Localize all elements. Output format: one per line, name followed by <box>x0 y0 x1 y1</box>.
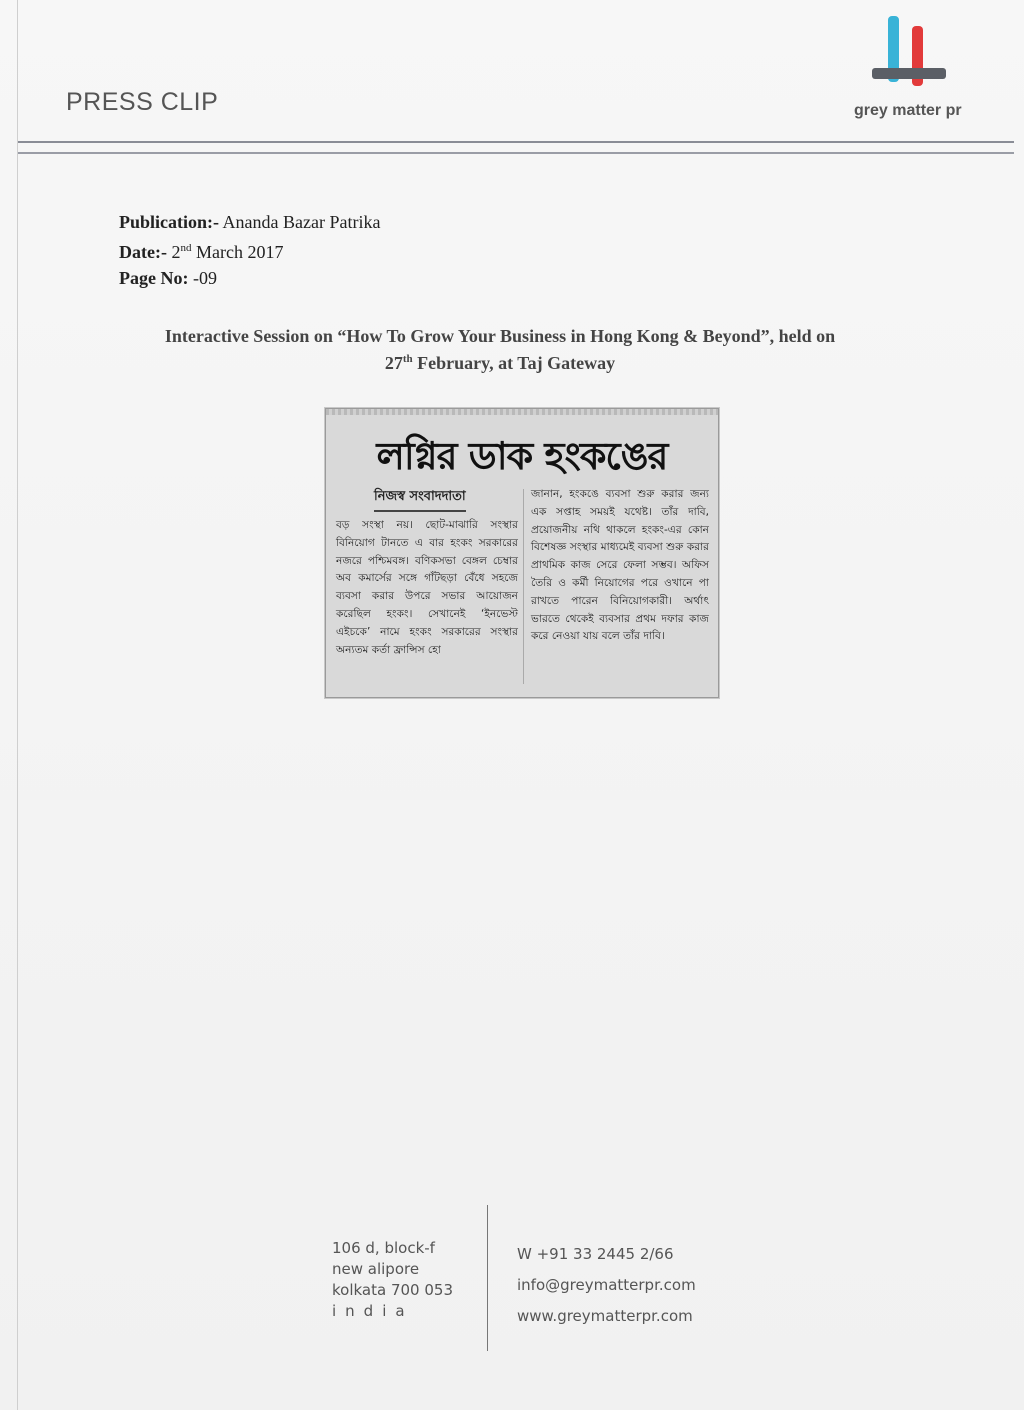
column-divider <box>523 489 524 684</box>
footer-website[interactable]: www.greymatterpr.com <box>517 1307 693 1325</box>
page-number-value: -09 <box>192 268 217 288</box>
event-rest: February, at Taj Gateway <box>417 353 616 373</box>
date-rest: March 2017 <box>195 242 284 262</box>
footer-contact <box>517 1239 696 1332</box>
date-suffix: nd <box>180 242 192 254</box>
header-rule-top <box>18 141 1014 143</box>
newspaper-clipping <box>325 408 719 698</box>
publication-value: Ananda Bazar Patrika <box>222 212 381 232</box>
page-number-line <box>119 265 380 291</box>
address-line1: 106 d, block-f <box>332 1239 435 1257</box>
publication-line <box>119 209 380 235</box>
publication-label: Publication:- <box>119 212 220 232</box>
header-rule-bottom <box>18 152 1014 154</box>
event-day-suffix: th <box>402 353 413 365</box>
event-headline-line1: Interactive Session on “How To Grow Your Business in Hong Kong & Beyond”, held on <box>164 326 836 346</box>
clipping-right-column: জানান, হংকঙে ব্যবসা শুরু করার জন্য এক সপ্তাহ সময়ই যথেষ্ট। তাঁর দাবি, প্রয়োজনীয় নথি থাকলে হংকং-এর কোন বিশেষজ্ঞ সংস্থার মাধ্যমেই ব্যবসা শুরু করার প্রাথমিক কাজ সেরে ফেলা সম্ভব। অফিস তৈরি ও কর্মী নিয়োগের পরে ওখানে পা রাখতে পারেন বিনিয়োগকারী। অর্থাৎ ভারতে থেকেই ব্যবসার প্রথম দফার কাজ করে নেওয়া যায় বলে তাঁর দাবি। <box>531 488 709 643</box>
clipping-left-column: বড় সংস্থা নয়। ছোট-মাঝারি সংস্থার বিনিয়োগ টানতে এ বার হংকং সরকারের নজরে পশ্চিমবঙ্গ। বণিকসভা বেঙ্গল চেম্বার অব কমার্সের সঙ্গে গাঁটছড়া বেঁধে সহজে ব্যবসা করার উপরে সভার আয়োজন করেছিল হংকং। সেখানেই ‘ইনভেস্ট এইচকে’ নামে হংকং সরকারের সংস্থার অন্যতম কর্তা ফ্রান্সিস হো <box>336 519 518 656</box>
page-title: PRESS CLIP <box>66 88 219 116</box>
clipping-byline: নিজস্ব সংবাদদাতা <box>374 487 466 512</box>
date-line <box>119 235 380 265</box>
date-label: Date:- <box>119 242 167 262</box>
footer-address <box>332 1238 453 1322</box>
address-line4: india <box>332 1302 414 1320</box>
date-day: 2 <box>171 242 181 262</box>
clipping-title: লগ্নির ডাক হংকঙের <box>376 434 668 478</box>
footer-phone: W +91 33 2445 2/66 <box>517 1245 674 1263</box>
brand-name: grey matter pr <box>854 102 962 119</box>
page-edge <box>17 0 18 1410</box>
publication-meta <box>119 209 380 291</box>
page-number-label: Page No: <box>119 268 189 288</box>
event-day: 27 <box>384 353 403 373</box>
footer-email[interactable]: info@greymatterpr.com <box>517 1276 696 1294</box>
footer-divider <box>487 1205 488 1351</box>
address-line3: kolkata 700 053 <box>332 1281 453 1299</box>
event-headline-line2 <box>110 348 890 375</box>
clipping-top-strip <box>326 409 718 415</box>
event-headline <box>110 325 890 375</box>
address-line2: new alipore <box>332 1260 420 1278</box>
logo-gray-bar <box>872 68 946 79</box>
